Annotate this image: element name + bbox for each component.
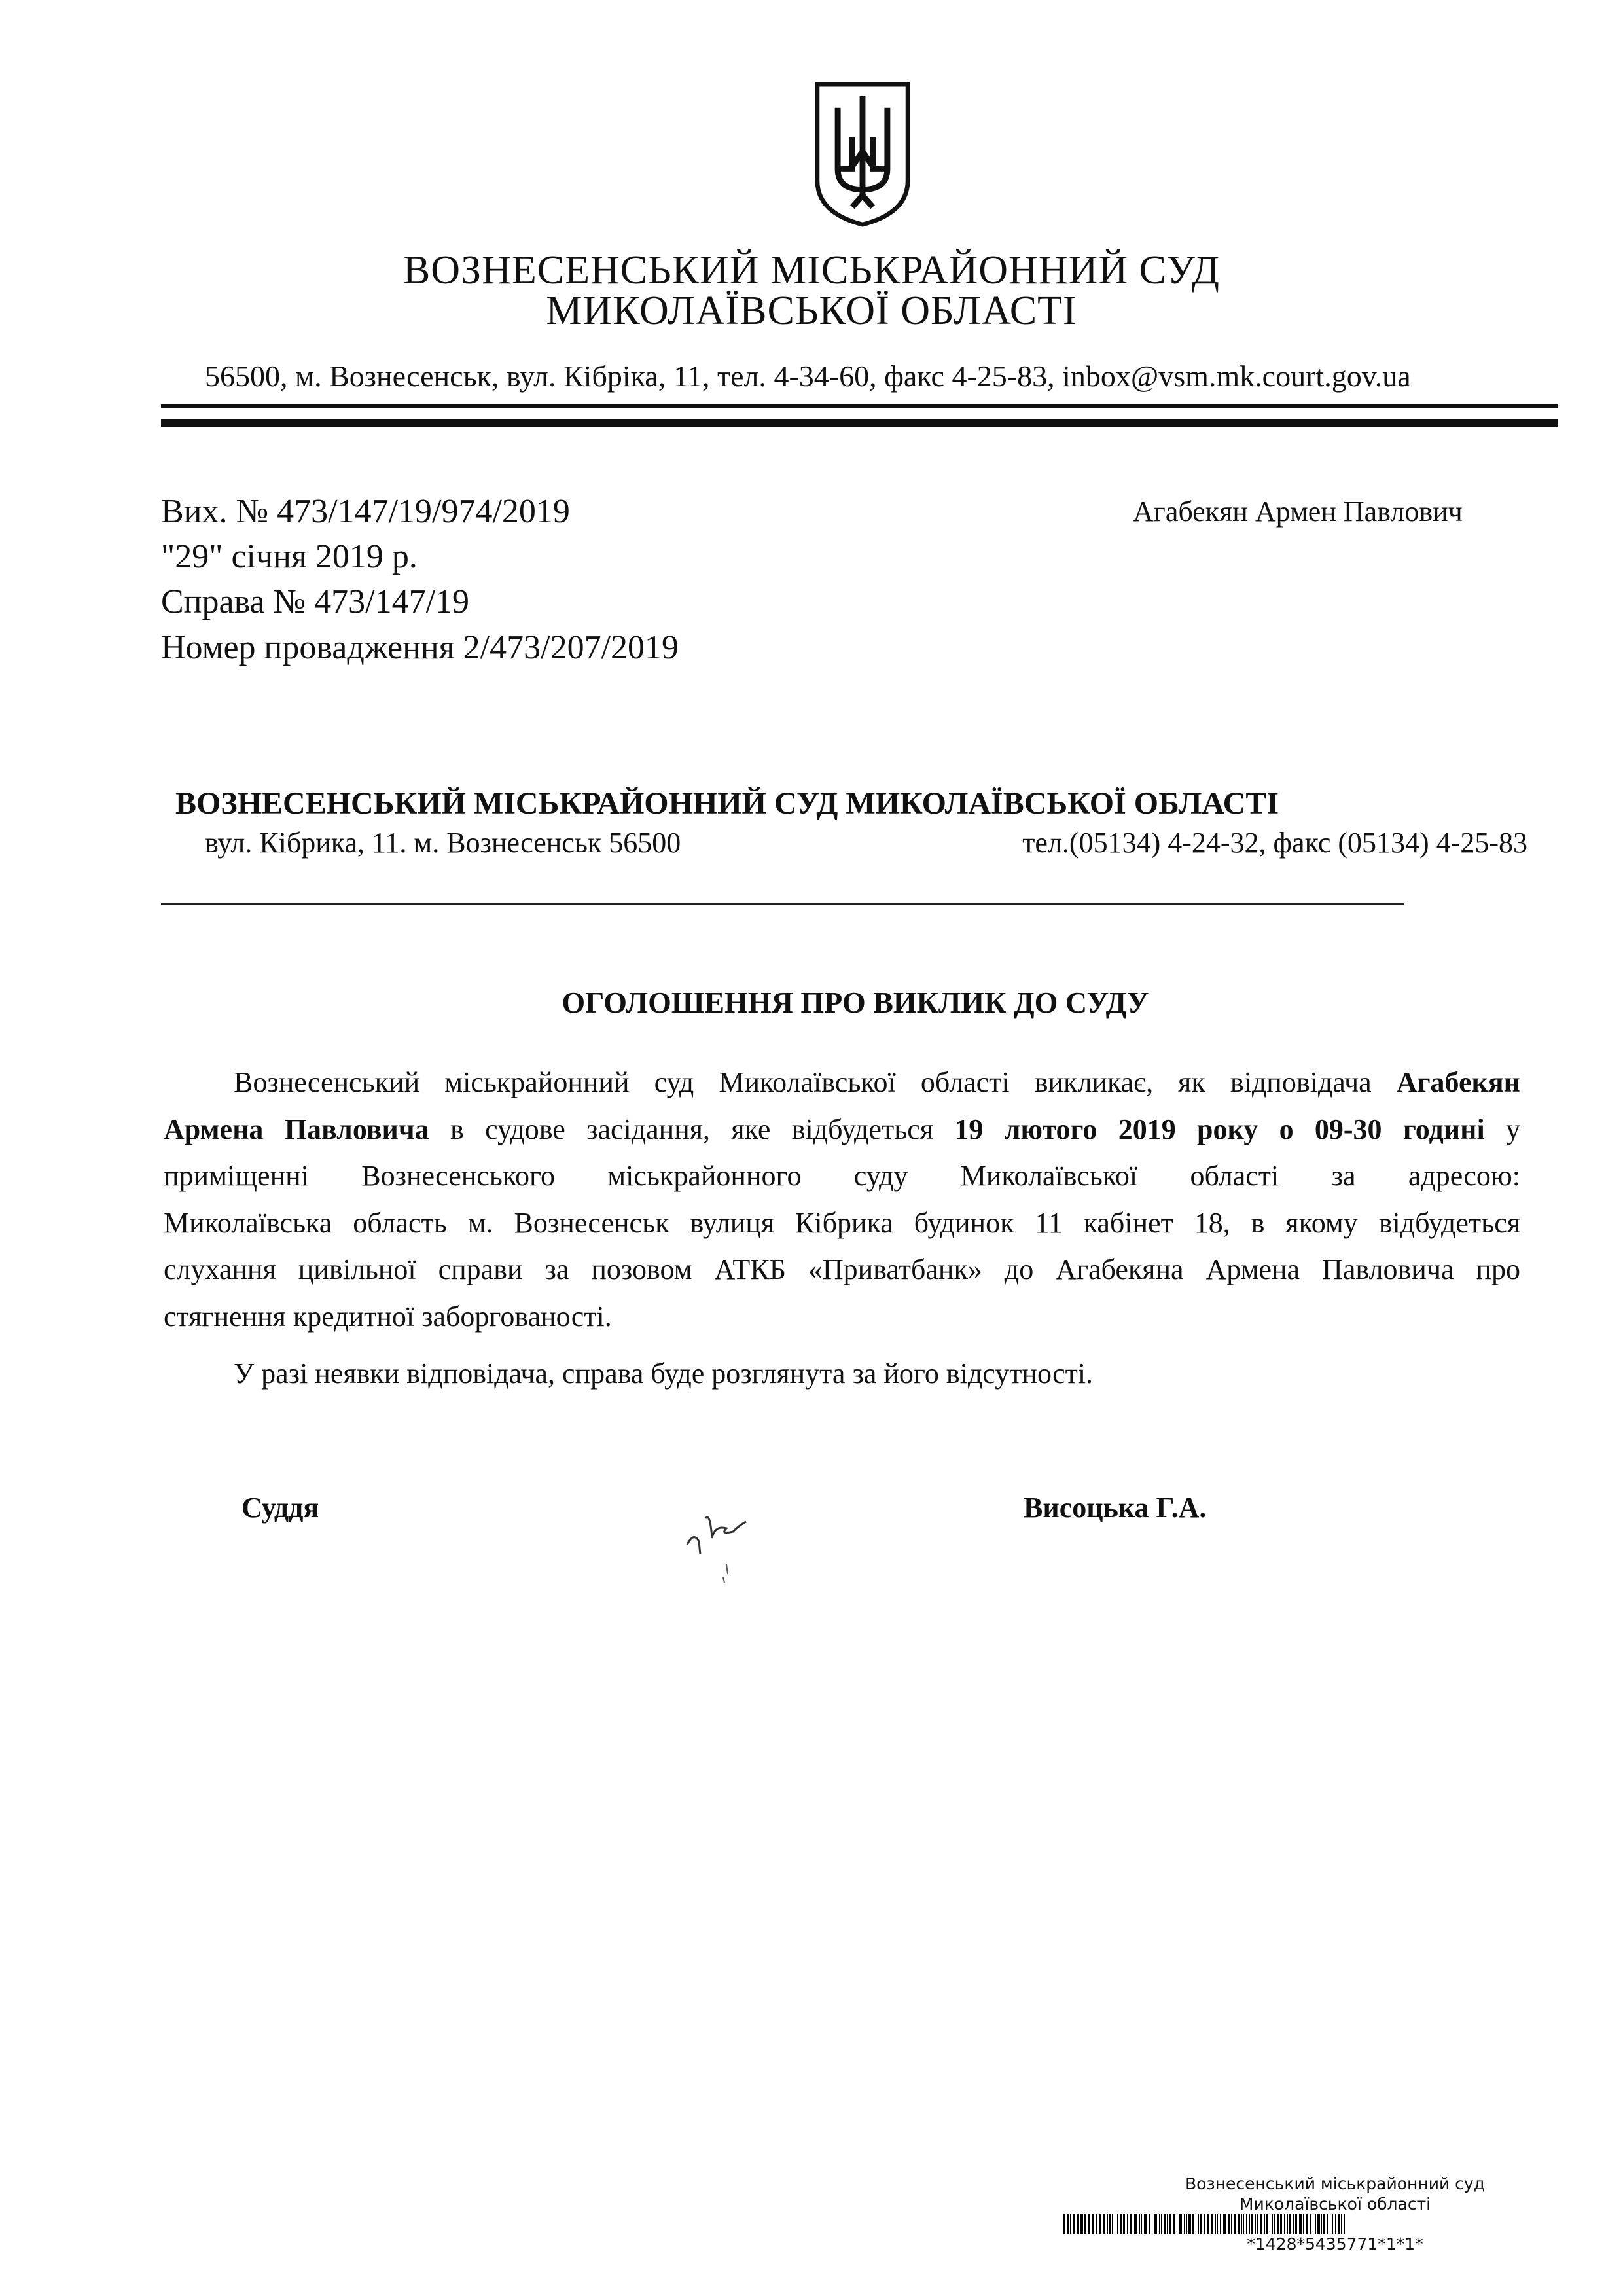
barcode-bar xyxy=(1073,2214,1075,2234)
barcode-bar xyxy=(1306,2214,1308,2234)
barcode-bar xyxy=(1141,2214,1143,2234)
barcode-bar xyxy=(1167,2214,1168,2234)
barcode-bar xyxy=(1186,2214,1188,2234)
barcode-bar xyxy=(1109,2214,1111,2234)
barcode-bar xyxy=(1107,2214,1109,2234)
body-line: приміщенні Вознесенського міськрайонного суду Миколаївської області за адресою: xyxy=(164,1160,1520,1192)
barcode-bar xyxy=(1335,2214,1336,2234)
judge-label: Суддя xyxy=(241,1492,319,1524)
barcode-bar xyxy=(1289,2214,1291,2234)
barcode-bar xyxy=(1169,2214,1171,2234)
body-line: Миколаївська область м. Вознесенськ вулиця Кібрика будинок 11 кабінет 18, в якому відбудеться xyxy=(164,1207,1520,1239)
barcode-bar xyxy=(1179,2214,1181,2234)
barcode-bar xyxy=(1192,2214,1194,2234)
barcode-bar xyxy=(1321,2214,1323,2234)
barcode-bar xyxy=(1092,2214,1094,2234)
barcode-bar xyxy=(1260,2214,1262,2234)
barcode-bar xyxy=(1220,2214,1221,2234)
barcode-bar xyxy=(1123,2214,1125,2234)
barcode-bar xyxy=(1077,2214,1079,2234)
barcode-bar xyxy=(1223,2214,1225,2234)
barcode-bar xyxy=(1217,2214,1219,2234)
barcode-bar xyxy=(1277,2214,1279,2234)
separator-line xyxy=(161,903,1404,905)
notice-court-phone: тел.(05134) 4-24-32, факс (05134) 4-25-83 xyxy=(1022,827,1527,859)
barcode-bar xyxy=(1270,2214,1271,2234)
barcode-bar xyxy=(1255,2214,1256,2234)
barcode-bar xyxy=(1330,2214,1331,2234)
barcode-bar xyxy=(1159,2214,1160,2234)
judge-name: Висоцька Г.А. xyxy=(1024,1492,1207,1524)
notice-court-address: вул. Кібрика, 11. м. Вознесенськ 56500 xyxy=(205,827,681,859)
coat-of-arms-trident-icon xyxy=(812,79,914,229)
barcode-bar xyxy=(1196,2214,1197,2234)
barcode-bar xyxy=(1088,2214,1090,2234)
barcode-bar xyxy=(1070,2214,1071,2234)
barcode-bar xyxy=(1120,2214,1122,2234)
letter-date: "29" січня 2019 р. xyxy=(161,538,418,575)
barcode-bar xyxy=(1293,2214,1294,2234)
barcode-bar xyxy=(1173,2214,1175,2234)
barcode-bar xyxy=(1144,2214,1146,2234)
outgoing-number: Вих. № 473/147/19/974/2019 xyxy=(161,493,570,530)
header-rule-thick xyxy=(161,419,1558,427)
barcode-bar xyxy=(1204,2214,1205,2234)
barcode-bar xyxy=(1287,2214,1289,2234)
barcode-bar xyxy=(1338,2214,1340,2234)
barcode-bar xyxy=(1280,2214,1282,2234)
barcode-bar xyxy=(1207,2214,1209,2234)
barcode-bar xyxy=(1127,2214,1128,2234)
hearing-datetime: 19 лютого 2019 року о 09-30 годині xyxy=(954,1113,1485,1145)
barcode-bar xyxy=(1303,2214,1304,2234)
barcode-bar xyxy=(1238,2214,1240,2234)
barcode-bar xyxy=(1234,2214,1236,2234)
barcode-bar xyxy=(1272,2214,1273,2234)
barcode-bar xyxy=(1099,2214,1101,2234)
barcode-bar xyxy=(1284,2214,1285,2234)
barcode-text: *1428*5435771*1*1* xyxy=(1247,2234,1423,2253)
barcode-bar xyxy=(1313,2214,1314,2234)
barcode-bar xyxy=(1096,2214,1097,2234)
court-name-line2: МИКОЛАЇВСЬКОЇ ОБЛАСТІ xyxy=(546,289,1077,333)
barcode-bar xyxy=(1243,2214,1245,2234)
header-rule-thin xyxy=(161,404,1558,408)
barcode-bar xyxy=(1103,2214,1105,2234)
barcode-bar xyxy=(1134,2214,1136,2234)
barcode-bar xyxy=(1188,2214,1190,2234)
barcode-bar xyxy=(1266,2214,1268,2234)
barcode-bar xyxy=(1152,2214,1153,2234)
barcode-bar xyxy=(1117,2214,1118,2234)
barcode-bar xyxy=(1246,2214,1247,2234)
defendant-name: Агабекян xyxy=(1396,1066,1521,1098)
barcode-bar xyxy=(1249,2214,1250,2234)
barcode-bar xyxy=(1130,2214,1132,2234)
barcode-bar xyxy=(1315,2214,1316,2234)
barcode-bar xyxy=(1344,2214,1345,2234)
barcode-bar xyxy=(1211,2214,1213,2234)
barcode-bar xyxy=(1063,2214,1065,2234)
barcode-bar xyxy=(1332,2214,1333,2234)
barcode-bar xyxy=(1327,2214,1328,2234)
body-line: Армена Павловича в судове засідання, яке відбудеться 19 лютого 2019 року о 09-30 годині у xyxy=(164,1113,1521,1145)
barcode-bar xyxy=(1231,2214,1232,2234)
notice-court-name: ВОЗНЕСЕНСЬКИЙ МІСЬКРАЙОННИЙ СУД МИКОЛАЇВСЬКОЇ ОБЛАСТІ xyxy=(175,786,1279,821)
barcode-bar xyxy=(1067,2214,1069,2234)
barcode-bar xyxy=(1084,2214,1086,2234)
barcode-bar xyxy=(1295,2214,1297,2234)
barcode-bar xyxy=(1341,2214,1342,2234)
court-name-line1: ВОЗНЕСЕНСЬКИЙ МІСЬКРАЙОННИЙ СУД xyxy=(402,248,1221,293)
barcode-bar xyxy=(1161,2214,1162,2234)
absence-note: У разі неявки відповідача, справа буде розглянута за його відсутності. xyxy=(234,1357,1094,1390)
barcode-bar xyxy=(1310,2214,1311,2234)
barcode-bar xyxy=(1164,2214,1166,2234)
barcode-bar xyxy=(1264,2214,1265,2234)
barcode-bar xyxy=(1184,2214,1185,2234)
barcode-bar xyxy=(1154,2214,1156,2234)
barcode-bar xyxy=(1112,2214,1113,2234)
barcode-bar xyxy=(1200,2214,1202,2234)
barcode-bar xyxy=(1251,2214,1253,2234)
barcode-bar xyxy=(1080,2214,1082,2234)
barcode-bar xyxy=(1317,2214,1319,2234)
proceeding-number: Номер провадження 2/473/207/2019 xyxy=(161,629,679,666)
barcode-bar xyxy=(1228,2214,1230,2234)
case-number: Справа № 473/147/19 xyxy=(161,583,470,620)
court-address: 56500, м. Вознесенськ, вул. Кібріка, 11, тел. 4-34-60, факс 4-25-83, inbox@vsm.mk.court.gov.ua xyxy=(205,359,1411,393)
barcode-bar xyxy=(1274,2214,1275,2234)
stamp-court-line2: Миколаївської області xyxy=(1239,2195,1431,2214)
barcode-bar xyxy=(1215,2214,1216,2234)
barcode-bar xyxy=(1299,2214,1301,2234)
barcode xyxy=(1063,2214,1347,2234)
body-line: Вознесенський міськрайонний суд Миколаївської області викликає, як відповідача Агабекян xyxy=(234,1066,1521,1098)
notice-title: ОГОЛОШЕННЯ ПРО ВИКЛИК ДО СУДУ xyxy=(562,986,1149,1019)
barcode-bar xyxy=(1198,2214,1199,2234)
barcode-bar xyxy=(1115,2214,1116,2234)
barcode-bar xyxy=(1149,2214,1150,2234)
barcode-bar xyxy=(1177,2214,1178,2234)
body-line: слухання цивільної справи за позовом АТКБ «Приватбанк» до Агабекяна Армена Павловича про xyxy=(164,1253,1520,1285)
barcode-bar xyxy=(1241,2214,1242,2234)
barcode-bar xyxy=(1257,2214,1258,2234)
recipient-name: Агабекян Армен Павлович xyxy=(1133,495,1463,528)
barcode-bar xyxy=(1323,2214,1325,2234)
judge-signature xyxy=(674,1492,772,1584)
body-line: стягнення кредитної заборгованості. xyxy=(164,1300,612,1333)
stamp-court-line1: Вознесенський міськрайонний суд xyxy=(1185,2174,1486,2193)
barcode-bar xyxy=(1139,2214,1140,2234)
